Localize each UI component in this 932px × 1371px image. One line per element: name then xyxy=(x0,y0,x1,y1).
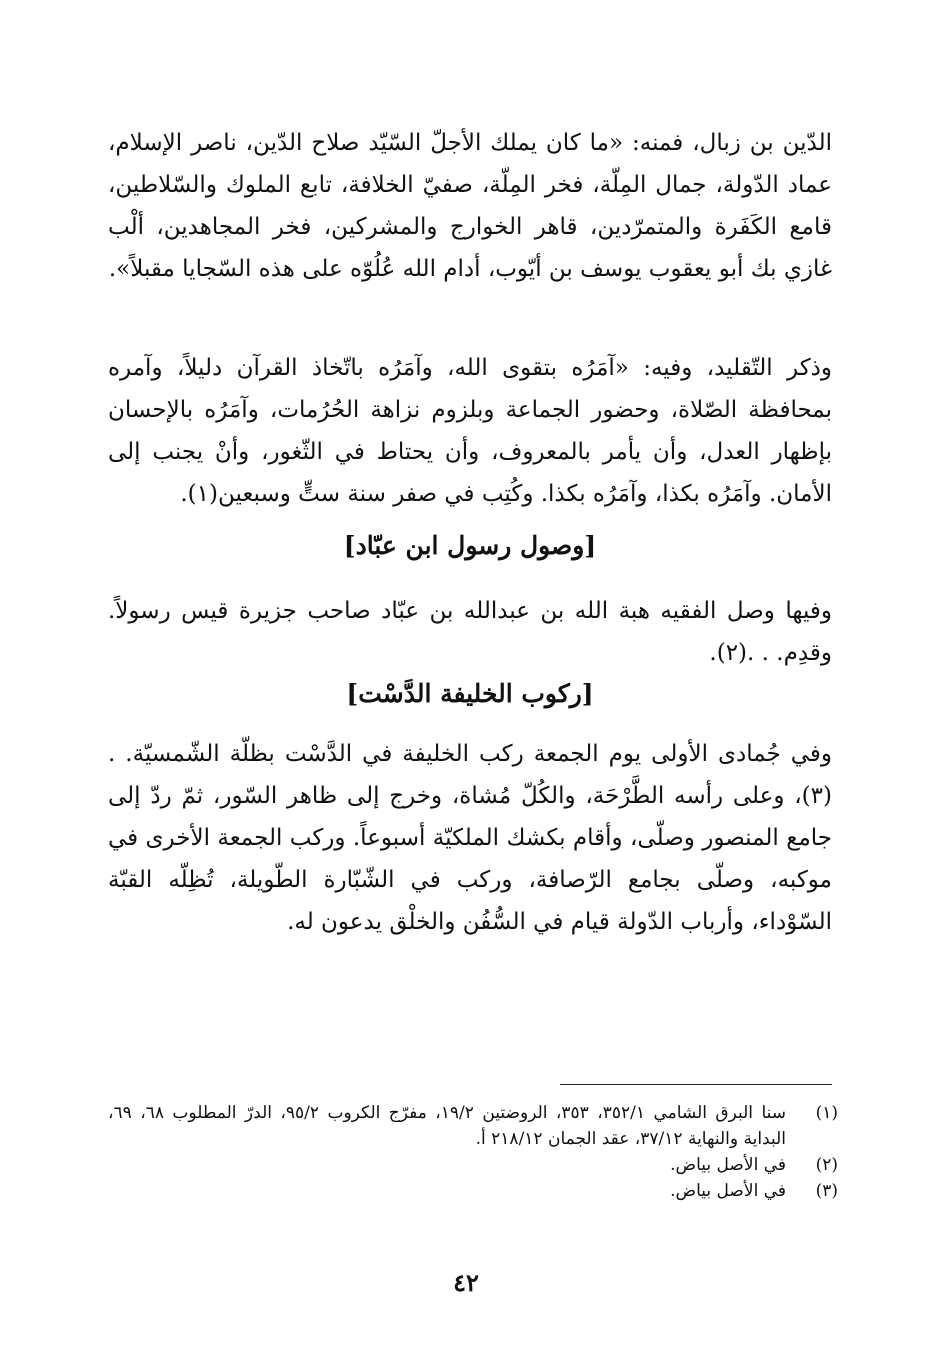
footnote-3 xyxy=(108,1178,838,1204)
section-heading-caliph-ride: [ركوب الخليفة الدَّسْت] xyxy=(346,679,594,708)
paragraph-text: وفيها وصل الفقيه هبة الله بن عبدالله بن عبّاد صاحب جزيرة قيس رسولاً. وقدِم. . .(٢). xyxy=(108,598,832,666)
section-heading-ibn-abbad: [وصول رسول ابن عبّاد] xyxy=(343,531,597,560)
body-paragraph-3 xyxy=(108,590,832,674)
body-paragraph-1 xyxy=(108,122,832,290)
paragraph-text: وفي جُمادى الأولى يوم الجمعة ركب الخليفة في الدَّسْت بظلّة الشّمسيّة. .(٣)، وعلى رأسه الطَّرْحَة، والكُلّ مُشاة، وخرج إلى ظاهر السّور، ثمّ ردّ إلى جامع المنصور وصلّى، وأقام بكشك الملكيّة أسبوعاً. وركب الجمعة الأخرى في موكبه، وصلّى بجامع الرّصافة، وركب في الشّبّارة الطّويلة، تُظِلّه القبّة السّوْداء، وأرباب الدّولة قيام في السُّفُن والخلْق يدعون له. xyxy=(108,741,832,935)
footnote-text: في الأصل بياض. xyxy=(670,1155,786,1175)
footnote-number: (١) xyxy=(815,1103,838,1123)
body-paragraph-4 xyxy=(108,733,832,943)
paragraph-text: وذكر التّقليد، وفيه: «آمَرُه بتقوى الله، وآمَرُه باتّخاذ القرآن دليلاً، وآمره بمحافظة الصّلاة، وحضور الجماعة وبلزوم نزاهة الحُرُمات، وآمَرُه بالإحسان بإظهار العدل، وأن يأمر بالمعروف، وأن يحتاط في الثّغور، وأنْ يجنب إلى الأمان. وآمَرُه بكذا، وآمَرُه بكذا. وكُتِب في صفر سنة ستٍّ وسبعين(١). xyxy=(108,355,832,507)
paragraph-text: الدّين بن زبال، فمنه: «ما كان يملك الأجلّ السّيّد صلاح الدّين، ناصر الإسلام، عماد الدّولة، جمال المِلّة، فخر المِلّة، صفيّ الخلافة، تابع الملوك والسّلاطين، قامع الكَفَرة والمتمرّدين، قاهر الخوارج والمشركين، فخر المجاهدين، ألْب غازي بك أبو يعقوب يوسف بن أيّوب، أدام الله عُلُوّه على هذه السّجايا مقبلاً». xyxy=(108,130,832,282)
footnote-text: في الأصل بياض. xyxy=(670,1181,786,1201)
body-paragraph-2 xyxy=(108,347,832,515)
footnote-number: (٢) xyxy=(815,1155,838,1175)
footnotes xyxy=(108,1100,838,1204)
footnote-number: (٣) xyxy=(815,1181,838,1201)
footnote-divider xyxy=(560,1084,832,1085)
page-number: ٤٢ xyxy=(453,1268,479,1297)
footnote-text: سنا البرق الشامي ٣٥٢/١، ٣٥٣، الروضتين ١٩/٢، مفرّج الكروب ٩٥/٢، الدرّ المطلوب ٦٨، ٦٩، البداية والنهاية ٣٧/١٢، عقد الجمان ٢١٨/١٢ أ. xyxy=(108,1103,787,1149)
footnote-1 xyxy=(108,1100,838,1152)
footnote-2 xyxy=(108,1152,838,1178)
